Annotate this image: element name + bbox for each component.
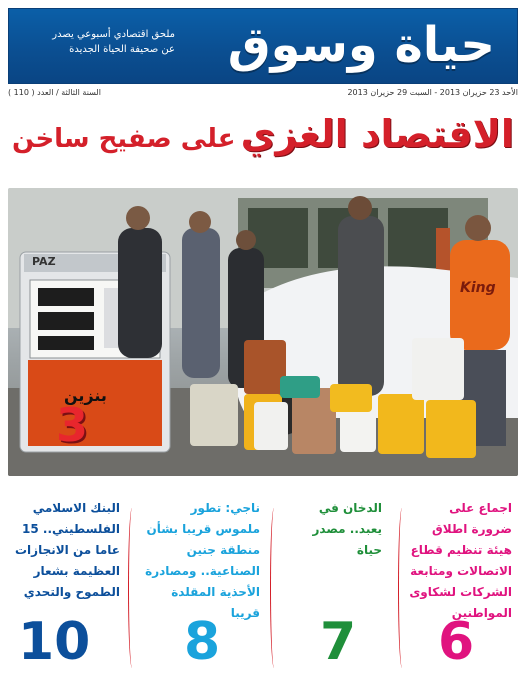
tagline-line-1: ملحق اقتصادي أسبوعي يصدر	[52, 29, 175, 40]
dateline	[8, 88, 518, 102]
teaser-10-text: البنك الاسلامي الفلسطيني.. 15 عاما من الانجازات العظيمة بشعار الطموح والتحدي	[14, 501, 120, 599]
masthead-tagline	[25, 27, 175, 57]
teaser-8[interactable]	[144, 498, 266, 670]
headline	[8, 104, 518, 182]
teaser-10[interactable]	[8, 498, 126, 670]
photo-page-ref: 3	[56, 398, 89, 452]
issue-number: السنة الثالثة / العدد ( 110 )	[8, 88, 101, 97]
shirt-text: King	[460, 280, 496, 296]
teaser-10-number: 10	[18, 612, 91, 672]
teaser-7-text: الدخان في يعبد.. مصدر حياة	[312, 501, 382, 557]
issue-date: الأحد 23 حزيران 2013 - السبت 29 حزيران 2013	[347, 88, 518, 97]
teaser-8-number: 8	[184, 612, 221, 672]
teaser-divider-1	[398, 508, 408, 668]
teaser-divider-2	[270, 508, 280, 668]
masthead	[8, 8, 518, 84]
pump-label: بنزين	[64, 386, 107, 405]
teaser-divider-3	[128, 508, 138, 668]
tagline-line-2: عن صحيفة الحياة الجديدة	[69, 44, 175, 55]
teasers	[8, 498, 518, 670]
brand-title: حياة وسوق	[227, 17, 495, 73]
teaser-7-number: 7	[320, 612, 357, 672]
teaser-7[interactable]	[288, 498, 388, 670]
teaser-6-text: اجماع على ضرورة اطلاق هيئة تنظيم قطاع الاتصالات ومتابعة الشركات لشكاوى المواطنين	[409, 501, 512, 620]
headline-main: الاقتصاد الغزي	[240, 112, 514, 156]
headline-sub: على صفيح ساخن	[12, 124, 236, 154]
teaser-6-number: 6	[438, 612, 475, 672]
teaser-8-text: ناجي: تطور ملموس قريبا بشأن منطقة جنين الصناعية.. ومصادرة الأحذية المقلدة قريبا	[145, 501, 260, 620]
teaser-6[interactable]	[408, 498, 518, 670]
pump-brand: PAZ	[32, 255, 56, 268]
